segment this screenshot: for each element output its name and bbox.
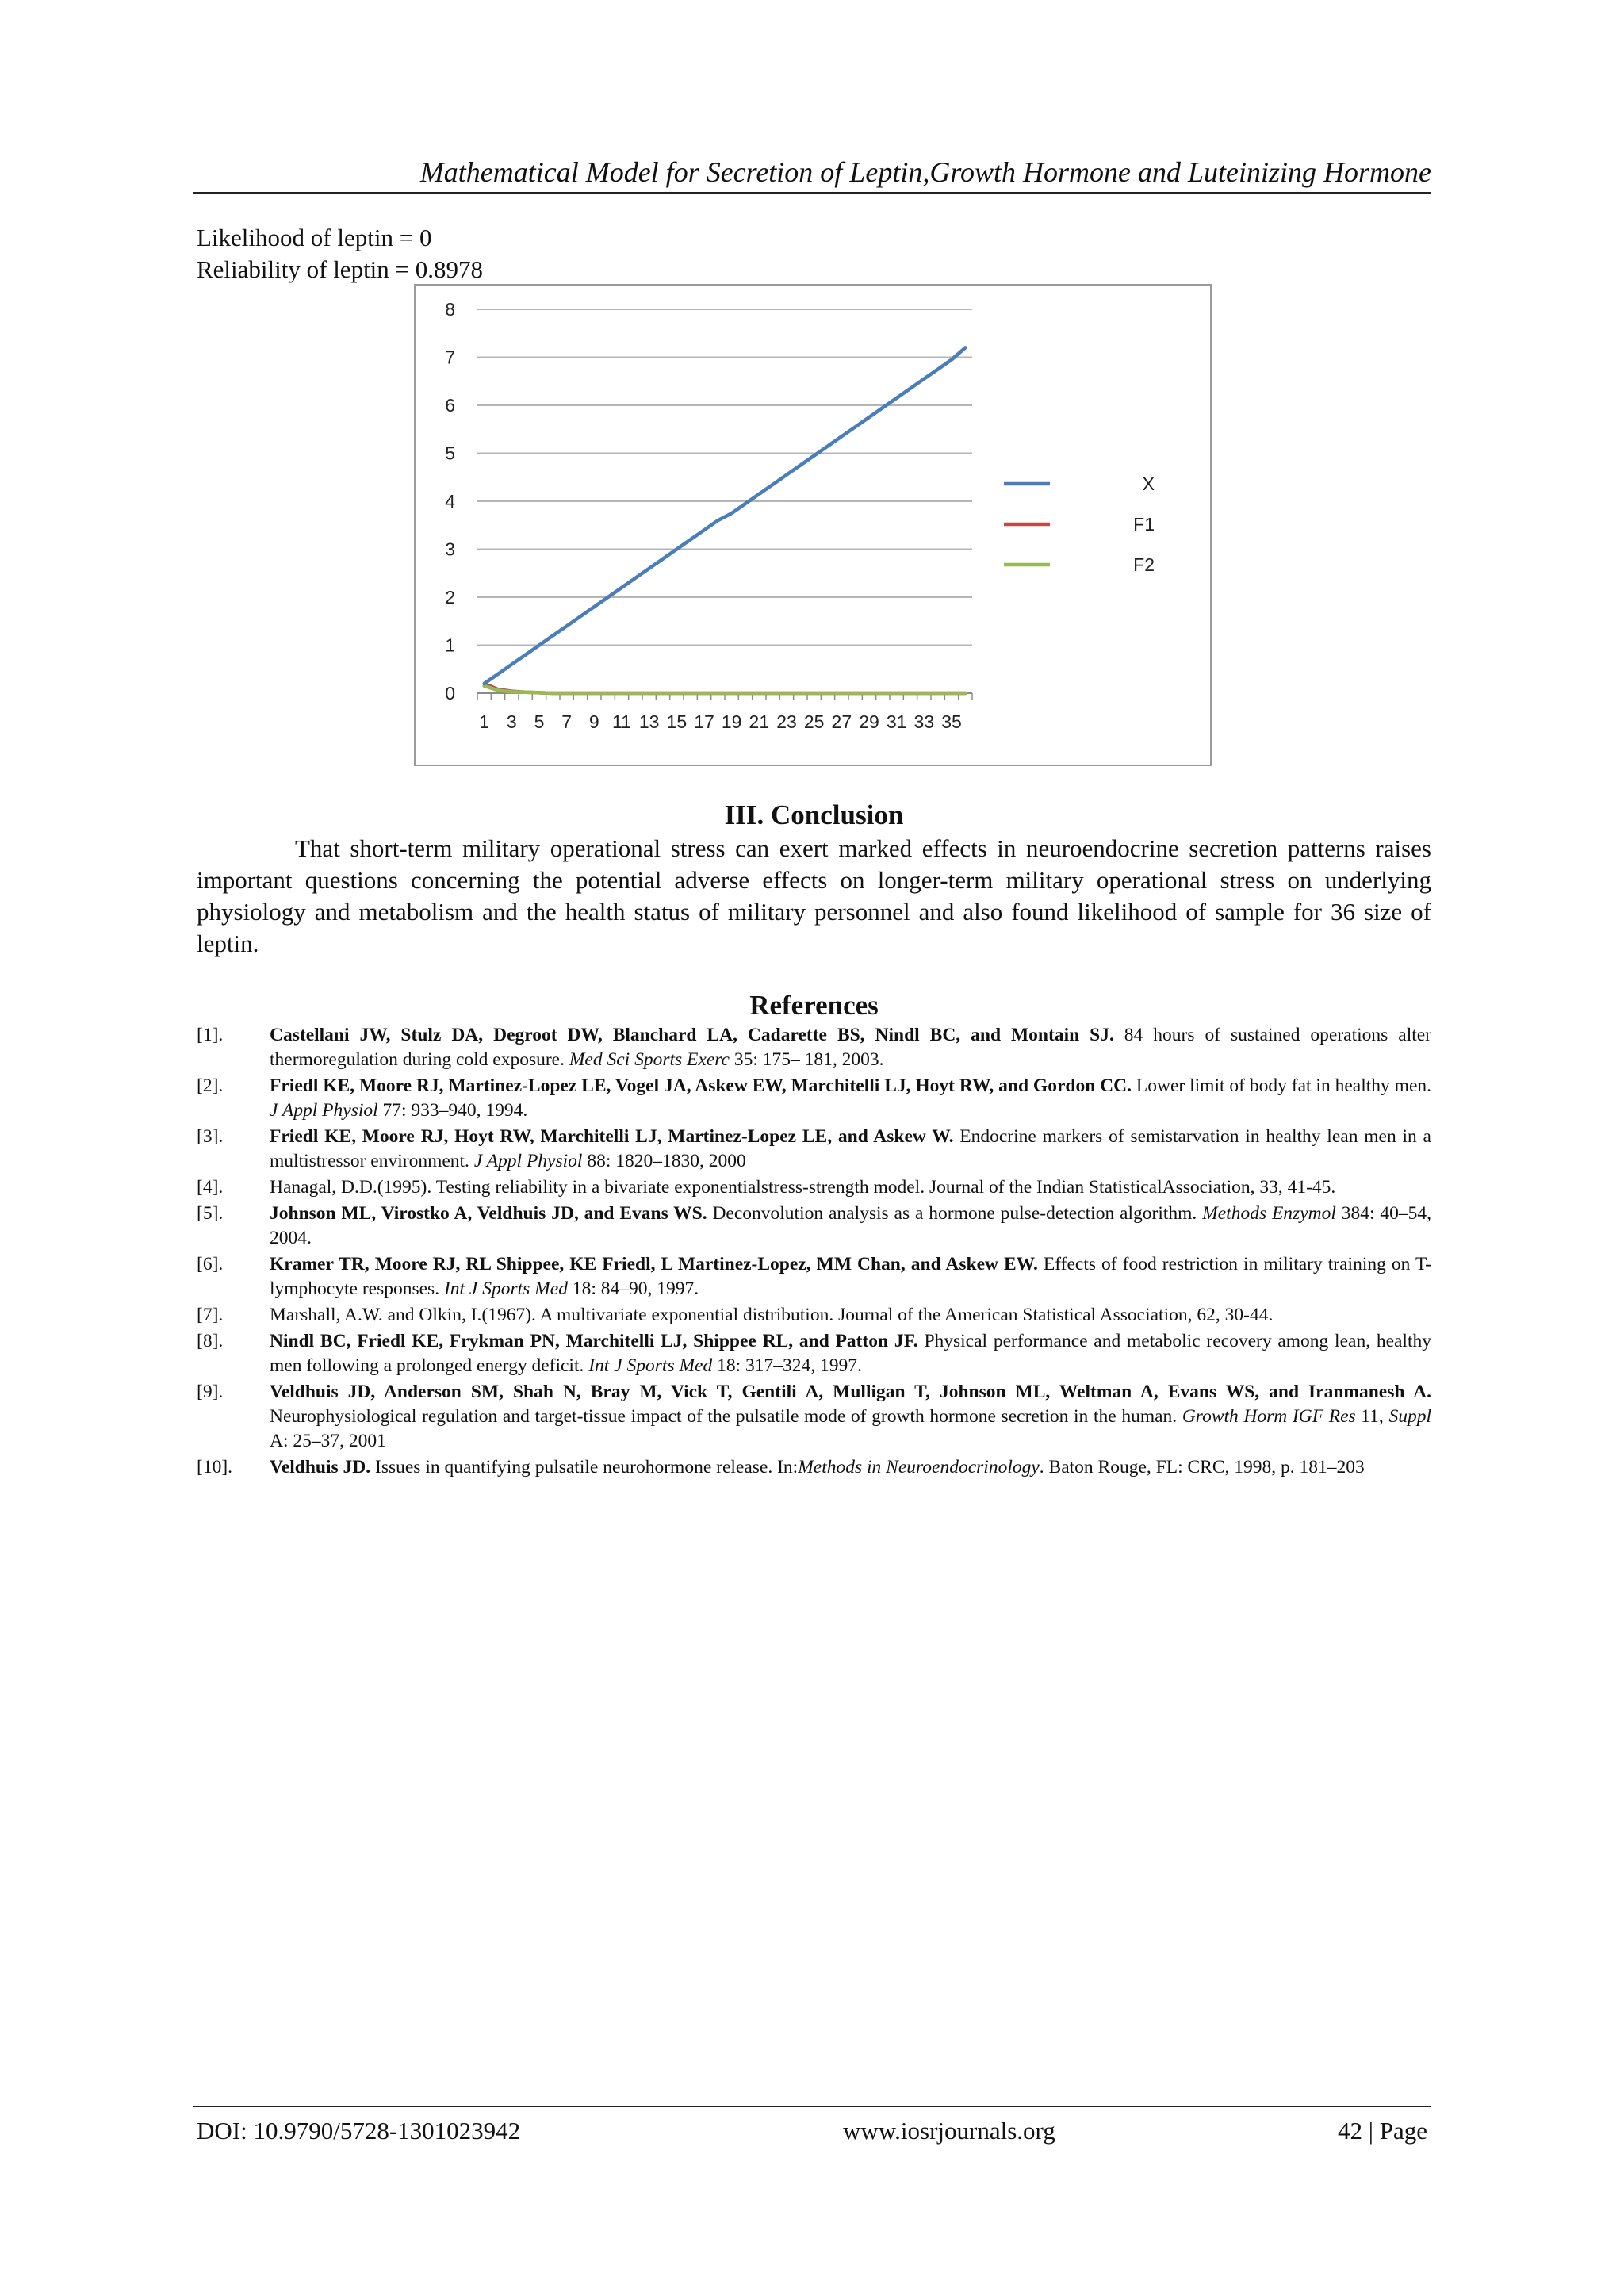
reference-details: 18: 84–90, 1997. xyxy=(567,1278,699,1299)
y-tick-label: 2 xyxy=(445,587,455,608)
reference-number: [6]. xyxy=(197,1254,224,1274)
reference-title: Physical performance and metabolic recovery among lean, healthy men following a prolonged energy deficit. xyxy=(270,1331,1431,1376)
reference-number: [10]. xyxy=(197,1457,233,1478)
y-tick-label: 8 xyxy=(445,299,455,320)
reference-item xyxy=(197,1303,1431,1328)
references-list xyxy=(197,1023,1431,1481)
y-tick-label: 1 xyxy=(445,634,455,656)
header-title: Mathematical Model for Secretion of Leptin,Growth Hormone and Luteinizing Hormone xyxy=(419,156,1431,188)
x-tick-label: 3 xyxy=(506,711,517,732)
reference-item xyxy=(197,1202,1431,1251)
reference-details: 11, xyxy=(1355,1406,1389,1427)
x-tick-label: 23 xyxy=(776,711,797,732)
reference-journal: J Appl Physiol xyxy=(270,1100,378,1121)
legend-label: F1 xyxy=(1133,514,1155,535)
reference-text xyxy=(270,1023,1431,1072)
reference-details: 88: 1820–1830, 2000 xyxy=(582,1151,746,1171)
reference-title: Lower limit of body fat in healthy men. xyxy=(1131,1075,1431,1096)
reference-journal: Growth Horm IGF Res xyxy=(1182,1406,1356,1427)
reference-details: . Baton Rouge, FL: CRC, 1998, p. 181–203 xyxy=(1039,1457,1365,1478)
reliability-text: Reliability of leptin = 0.8978 xyxy=(197,255,484,283)
reference-journal: Methods Enzymol xyxy=(1202,1203,1336,1224)
reference-details: 18: 317–324, 1997. xyxy=(712,1355,862,1376)
reference-item xyxy=(197,1380,1431,1454)
reference-item xyxy=(197,1023,1431,1072)
reference-title: Issues in quantifying pulsatile neurohormone release. In: xyxy=(370,1457,799,1478)
reference-text xyxy=(270,1202,1431,1251)
x-tick-label: 25 xyxy=(803,711,825,732)
reference-title: Neurophysiological regulation and target-tissue impact of the pulsatile mode of growth hormone secretion in the human. xyxy=(270,1406,1182,1427)
chart-canvas xyxy=(416,286,1210,765)
y-tick-label: 4 xyxy=(445,491,455,512)
reference-text xyxy=(270,1329,1431,1378)
reference-journal: Methods in Neuroendocrinology xyxy=(798,1457,1040,1478)
x-tick-label: 7 xyxy=(561,711,573,732)
reference-number: [2]. xyxy=(197,1075,224,1096)
reference-number: [4]. xyxy=(197,1177,224,1198)
reference-journal: J Appl Physiol xyxy=(473,1151,583,1171)
likelihood-text: Likelihood of leptin = 0 xyxy=(197,224,432,251)
reference-item xyxy=(197,1252,1431,1301)
page-footer xyxy=(193,2106,1431,2147)
reference-number: [7]. xyxy=(197,1305,224,1325)
reference-details: A: 25–37, 2001 xyxy=(270,1431,386,1451)
x-tick-label: 11 xyxy=(612,711,631,732)
reference-journal: Int J Sports Med xyxy=(443,1278,568,1299)
y-tick-label: 0 xyxy=(445,683,455,703)
reference-item xyxy=(197,1455,1431,1480)
footer-site: www.iosrjournals.org xyxy=(843,2117,1055,2145)
reference-title: Endocrine markers of semistarvation in healthy lean men in a multistressor environment. xyxy=(270,1126,1431,1171)
x-tick-label: 29 xyxy=(859,711,879,732)
legend-label: X xyxy=(1142,473,1155,494)
reference-authors: Veldhuis JD. xyxy=(270,1457,371,1478)
x-tick-label: 5 xyxy=(534,711,545,732)
x-tick-label: 31 xyxy=(886,711,907,732)
y-tick-label: 6 xyxy=(445,395,455,416)
x-tick-label: 1 xyxy=(479,711,490,732)
x-tick-label: 21 xyxy=(749,711,770,732)
reference-authors: Veldhuis JD, Anderson SM, Shah N, Bray M, Vick T, Gentili A, Mulligan T, Johnson ML, Weltman A, Evans WS, and Iranmanesh A. xyxy=(270,1382,1431,1402)
reference-title: 84 hours of sustained operations alter thermoregulation during cold exposure. xyxy=(270,1025,1432,1070)
reference-item xyxy=(197,1175,1431,1200)
reference-journal: Int J Sports Med xyxy=(588,1355,713,1376)
reference-number: [3]. xyxy=(197,1126,224,1147)
reference-number: [8]. xyxy=(197,1331,224,1351)
conclusion-paragraph: That short-term military operational stress can exert marked effects in neuroendocrine secretion patterns raises important questions concerning the potential adverse effects on longer-term military operational stress on underlying physiology and metabolism and the health status of military personnel and also found likelihood of sample for 36 size of leptin. xyxy=(197,834,1431,957)
reference-text xyxy=(270,1175,1431,1200)
reference-text xyxy=(270,1074,1431,1123)
conclusion-heading: III. Conclusion xyxy=(724,799,904,830)
reference-text xyxy=(270,1380,1431,1454)
reference-details: 35: 175– 181, 2003. xyxy=(729,1049,884,1070)
reference-item xyxy=(197,1125,1431,1174)
series-line-f2 xyxy=(485,686,966,693)
x-tick-label: 15 xyxy=(666,711,688,732)
x-tick-label: 19 xyxy=(721,711,742,732)
reference-authors: Nindl BC, Friedl KE, Frykman PN, Marchitelli LJ, Shippee RL, and Patton JF. xyxy=(270,1331,918,1351)
reference-authors: Kramer TR, Moore RJ, RL Shippee, KE Friedl, L Martinez-Lopez, MM Chan, and Askew EW. xyxy=(270,1254,1038,1274)
y-tick-label: 7 xyxy=(445,347,455,368)
x-tick-label: 33 xyxy=(914,711,935,732)
references-heading: References xyxy=(749,990,879,1021)
x-tick-label: 13 xyxy=(638,711,660,732)
footer-doi: DOI: 10.9790/5728-1301023942 xyxy=(197,2117,521,2145)
y-tick-label: 3 xyxy=(445,539,455,560)
reference-title: Hanagal, D.D.(1995). Testing reliability in a bivariate exponentialstress-strength model. Journal of the Indian StatisticalAssociation, 33, 41-45. xyxy=(270,1177,1336,1198)
reference-number: [9]. xyxy=(197,1382,224,1402)
x-tick-label: 35 xyxy=(941,711,962,732)
reference-journal: Suppl xyxy=(1388,1406,1431,1427)
reference-title: Deconvolution analysis as a hormone pulse-detection algorithm. xyxy=(707,1203,1203,1224)
reference-details: 77: 933–940, 1994. xyxy=(377,1100,528,1121)
reference-item xyxy=(197,1074,1431,1123)
reference-authors: Friedl KE, Moore RJ, Martinez-Lopez LE, Vogel JA, Askew EW, Marchitelli LJ, Hoyt RW, and Gordon CC. xyxy=(270,1075,1132,1096)
reference-title: Marshall, A.W. and Olkin, I.(1967). A multivariate exponential distribution. Journal of the American Statistical Association, 62, 30-44. xyxy=(270,1305,1274,1325)
footer-page: 42 | Page xyxy=(1338,2117,1427,2145)
reference-title: Effects of food restriction in military training on T-lymphocyte responses. xyxy=(270,1254,1431,1299)
reference-number: [1]. xyxy=(197,1025,224,1045)
reference-details: 384: 40–54, 2004. xyxy=(270,1203,1431,1248)
running-header xyxy=(193,151,1431,194)
reference-text xyxy=(270,1125,1431,1174)
reference-authors: Friedl KE, Moore RJ, Hoyt RW, Marchitelli LJ, Martinez-Lopez LE, and Askew W. xyxy=(270,1126,954,1147)
reference-text xyxy=(270,1252,1431,1301)
x-tick-label: 17 xyxy=(694,711,714,732)
legend-label: F2 xyxy=(1133,554,1155,575)
x-tick-label: 27 xyxy=(831,711,852,732)
reference-text xyxy=(270,1455,1431,1480)
reference-item xyxy=(197,1329,1431,1378)
y-tick-label: 5 xyxy=(445,443,455,464)
line-chart xyxy=(414,284,1212,766)
series-line-x xyxy=(485,347,966,684)
reference-text xyxy=(270,1303,1431,1328)
reference-number: [5]. xyxy=(197,1203,224,1224)
reference-authors: Johnson ML, Virostko A, Veldhuis JD, and Evans WS. xyxy=(270,1203,707,1224)
x-tick-label: 9 xyxy=(588,711,599,732)
reference-authors: Castellani JW, Stulz DA, Degroot DW, Blanchard LA, Cadarette BS, Nindl BC, and Montain SJ. xyxy=(270,1025,1114,1045)
reference-journal: Med Sci Sports Exerc xyxy=(569,1049,730,1070)
